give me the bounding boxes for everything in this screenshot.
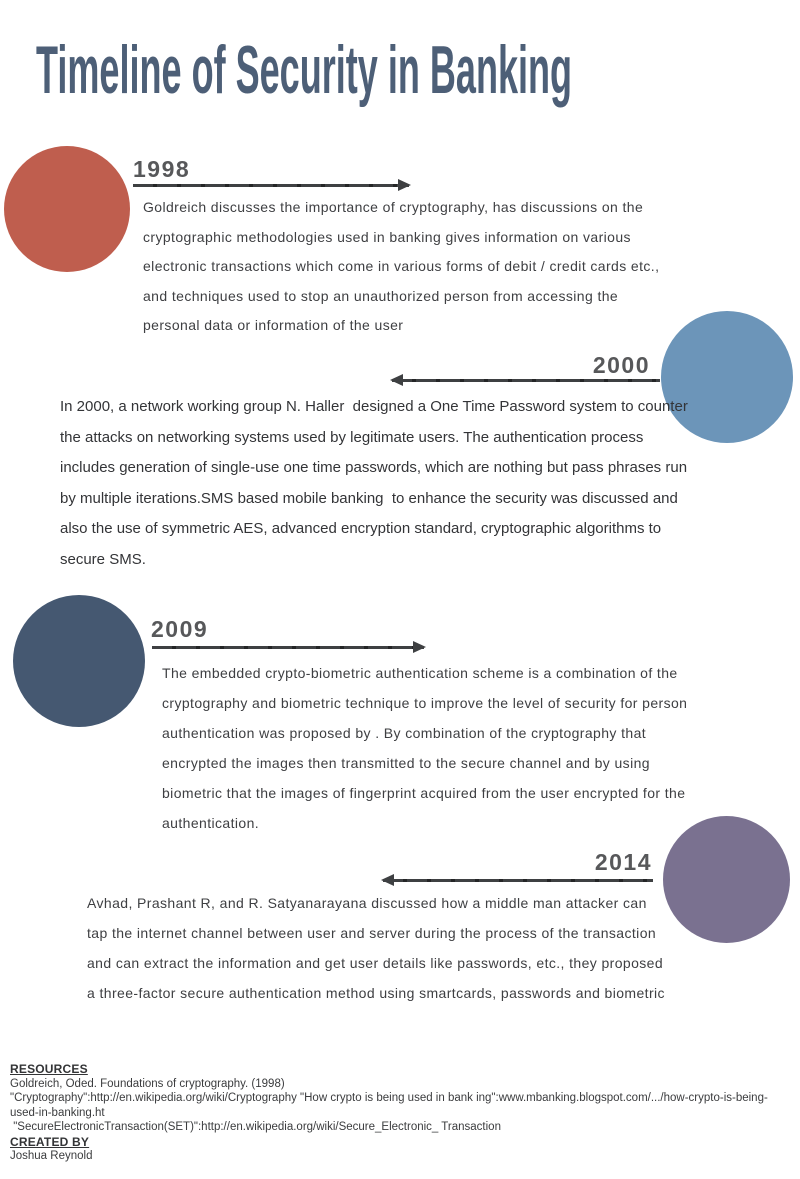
timeline-arrow-right-1998 [133, 184, 409, 187]
year-label-2009: 2009 [151, 616, 209, 642]
page-title: Timeline of Security in Banking [36, 32, 573, 108]
year-label-1998: 1998 [133, 156, 191, 182]
event-description-2000: In 2000, a network working group N. Haller designed a One Time Password system to counter the attacks on networking systems used by legitimate users. The authentication process includes generation of single-use one time passwords, which are nothing but pass phrases run by multiple iterations.SMS based mobile banking to enhance the security was discussed and also the use of symmetric AES, advanced encryption standard, cryptographic algorithms to secure SMS. [60, 398, 692, 568]
event-description-2009: The embedded crypto-biometric authentication scheme is a combination of the cryptography and biometric technique to improve the level of security for person authentication was proposed by . By combination of the cryptography that encrypted the images then transmitted to the secure channel and by using biometric that the images of fingerprint acquired from the user encrypted for the authentication. [162, 665, 692, 831]
created-by-heading: CREATED BY [10, 1134, 90, 1149]
event-circle-2009 [13, 595, 145, 727]
author-name: Joshua Reynold [10, 1150, 93, 1162]
event-circle-1998 [4, 146, 130, 272]
event-description-2014: Avhad, Prashant R, and R. Satyanarayana discussed how a middle man attacker can tap the internet channel between user and server during the process of the transaction and can extract the information and get user details like passwords, etc., they proposed a three-factor secure authentication method using smartcards, passwords and biometric [87, 895, 668, 1001]
resource-item: "Cryptography":http://en.wikipedia.org/wiki/Cryptography "How crypto is being used in bank ing":www.mbanking.blogspot.com/.../how-crypto-is-being-used-in-banking.ht [10, 1092, 768, 1119]
year-label-2014: 2014 [594, 849, 652, 875]
event-description-1998: Goldreich discusses the importance of cryptography, has discussions on the cryptographic methodologies used in banking gives information on various electronic transactions which come in various forms of debit / credit cards etc., and techniques used to stop an unauthorized person from accessing the personal data or information of the user [143, 199, 664, 333]
timeline-arrow-right-2009 [152, 646, 424, 649]
timeline-arrow-left-2000 [392, 379, 660, 382]
event-circle-2014 [663, 816, 790, 943]
resource-item: Goldreich, Oded. Foundations of cryptography. (1998) [10, 1077, 285, 1090]
footer [10, 1062, 768, 1164]
resource-item: "SecureElectronicTransaction(SET)":http://en.wikipedia.org/wiki/Secure_Electronic_ Transaction [10, 1121, 501, 1133]
timeline-arrow-left-2014 [383, 879, 653, 882]
resources-heading: RESOURCES [10, 1062, 88, 1076]
year-label-2000: 2000 [592, 352, 650, 378]
